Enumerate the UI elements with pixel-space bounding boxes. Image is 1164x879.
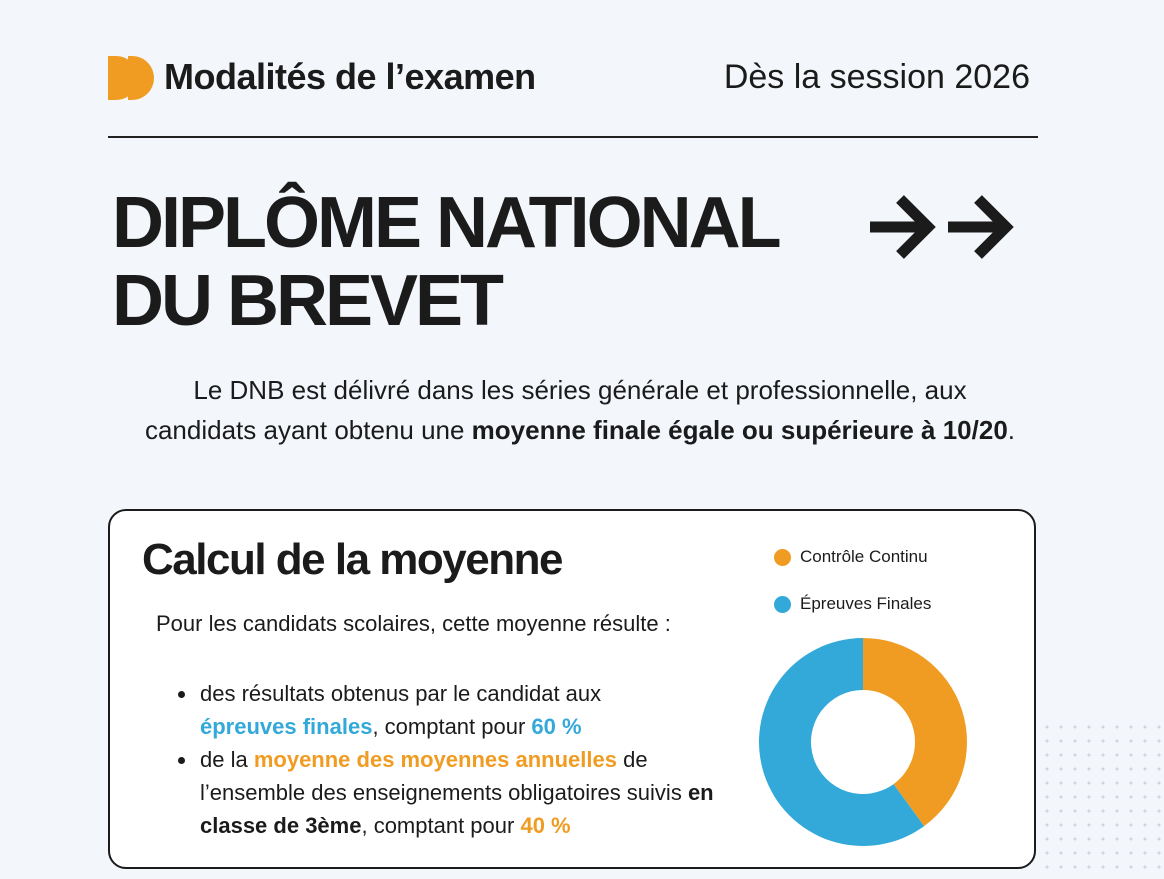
intro-line1: Le DNB est délivré dans les séries générale et professionnelle, aux	[193, 375, 967, 405]
double-arrow-right-icon	[866, 190, 1018, 264]
legend-label-continuous: Contrôle Continu	[800, 547, 928, 566]
final-exams-percent: 60 %	[531, 714, 582, 739]
legend-item-finals	[774, 592, 931, 616]
class-level-bold: en classe de 3ème	[200, 780, 714, 838]
header-title: Modalités de l’examen	[164, 56, 536, 97]
average-calculation-card	[108, 509, 1036, 869]
orange-dot-icon	[774, 549, 791, 566]
list-item-continuous-assessment	[198, 743, 758, 842]
bullet2-text: de la	[200, 747, 254, 772]
intro-line2-start: candidats ayant obtenu une	[144, 415, 472, 445]
page-title-line2: DU BREVET	[112, 261, 502, 341]
header	[108, 52, 1038, 108]
page-title-line1: DIPLÔME NATIONAL	[112, 183, 779, 263]
list-item-final-exams	[198, 677, 758, 743]
legend-label-finals: Épreuves Finales	[800, 594, 932, 613]
intro-line2-end: .	[1007, 415, 1016, 445]
bullet2-text2: de l’ensemble des enseignements obligatoires suivis	[200, 747, 688, 805]
intro-text	[100, 370, 1060, 450]
decorative-dot-pattern	[1040, 720, 1164, 879]
blue-dot-icon	[774, 596, 791, 613]
intro-line2	[100, 410, 1060, 450]
final-exams-highlight: épreuves finales	[200, 714, 373, 739]
annual-average-highlight: moyenne des moyennes annuelles	[253, 747, 617, 772]
chart-legend	[774, 545, 931, 639]
page-title	[112, 184, 779, 340]
bullet2-text3: , comptant pour	[361, 813, 521, 838]
legend-item-continuous	[774, 545, 931, 569]
donut-chart-svg	[758, 637, 968, 847]
card-subtitle: Pour les candidats scolaires, cette moyenne résulte :	[156, 611, 671, 636]
continuous-percent: 40 %	[520, 813, 571, 838]
session-label: Dès la session 2026	[723, 58, 1030, 96]
header-divider	[108, 136, 1038, 138]
intro-highlight: moyenne finale égale ou supérieure à 10/20	[471, 415, 1008, 445]
bullet1-text2: , comptant pour	[372, 714, 532, 739]
card-title: Calcul de la moyenne	[142, 535, 562, 584]
bullet1-text: des résultats obtenus par le candidat aux	[200, 681, 602, 706]
calculation-list	[166, 677, 758, 842]
double-d-logo-icon	[108, 56, 154, 100]
donut-chart	[758, 637, 968, 847]
